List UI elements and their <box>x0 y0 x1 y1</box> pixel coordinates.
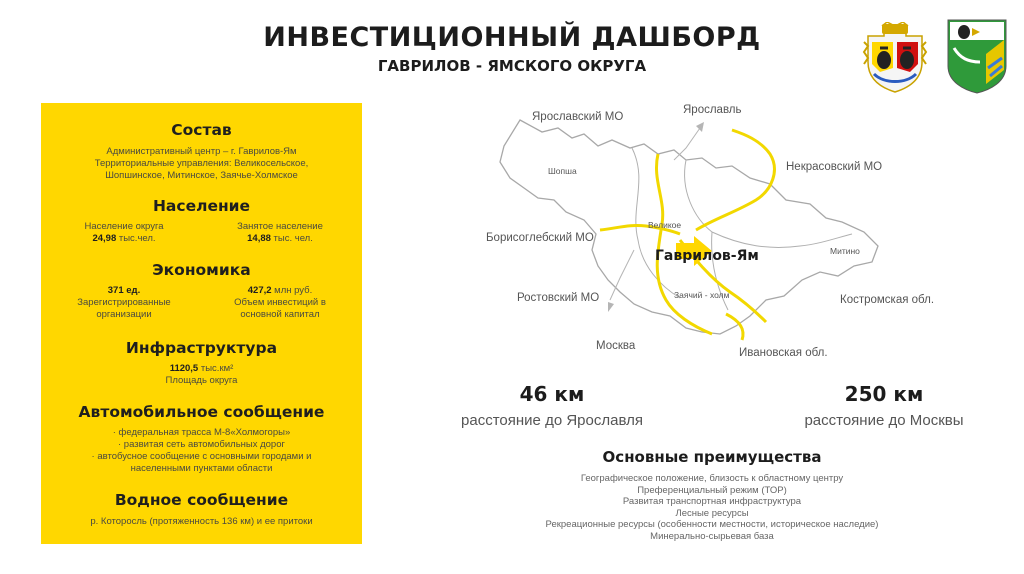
organizations-value: 371 ед. <box>107 285 141 296</box>
population-employed: Занятое население 14,88 тыс. чел. <box>237 221 323 244</box>
investment-value: 427,2 <box>247 285 272 296</box>
stat-moscow-caption: расстояние до Москвы <box>804 412 964 429</box>
area-label: Площадь округа <box>165 375 238 386</box>
population-total: Население округа 24,98 тыс.чел. <box>84 221 164 244</box>
registered-organizations: 371 ед. Зарегистрированные организации <box>77 285 171 320</box>
population-total-value: 24,98 <box>92 233 117 244</box>
map-label-mitino: Митино <box>830 246 860 256</box>
composition-section <box>41 121 362 182</box>
advantage-item: Лесные ресурсы <box>675 507 749 519</box>
auto-item: · федеральная трасса М-8«Холмогоры» <box>112 427 291 438</box>
auto-section <box>41 403 362 475</box>
map-label-ivanovo: Ивановская обл. <box>739 347 828 359</box>
advantage-item: Географическое положение, близость к областному центру <box>580 473 844 484</box>
area-value: 1120,5 <box>169 363 199 374</box>
district-map <box>480 100 960 370</box>
gavrilov-yam-coat-of-arms-icon <box>946 18 1008 94</box>
map-label-gavrilov-yam: Гаврилов-Ям <box>655 248 759 264</box>
infrastructure-section: Инфраструктура 1120,5 тыс.км² Площадь округа <box>41 339 362 387</box>
map-label-zayachy-holm: Заячий - холм <box>674 290 730 300</box>
auto-item: · развитая сеть автомобильных дорог <box>118 439 285 450</box>
stat-yaroslavl <box>437 382 667 429</box>
map-label-nekrasovsky-mo: Некрасовский МО <box>786 161 883 173</box>
stat-yaroslavl-caption: расстояние до Ярославля <box>461 412 643 429</box>
advantage-item: Рекреационные ресурсы (особенности местности, историческое наследие) <box>545 519 879 530</box>
page-title: ИНВЕСТИЦИОННЫЙ ДАШБОРД <box>263 22 761 53</box>
composition-line1: Административный центр – г. Гаврилов-Ям <box>106 146 297 157</box>
advantage-item: Минерально-сырьевая база <box>650 530 774 542</box>
yaroslavl-oblast-coat-of-arms-icon <box>860 22 930 94</box>
water-section <box>41 491 362 528</box>
composition-line2: Территориальные управления: Великосельское, <box>94 158 309 169</box>
water-text: р. Которосль (протяженность 136 км) и ее притоки <box>90 516 313 527</box>
composition-title: Состав <box>171 121 232 139</box>
stat-moscow-value: 250 км <box>844 382 924 406</box>
stat-moscow <box>769 382 999 429</box>
auto-item: населенными пунктами области <box>130 463 273 474</box>
map-label-yaroslavsky-mo: Ярославский МО <box>532 111 624 123</box>
composition-line3: Шопшинское, Митинское, Заячье-Холмское <box>105 170 298 181</box>
population-employed-value: 14,88 <box>247 233 271 244</box>
map-label-yaroslavl: Ярославль <box>683 104 742 116</box>
auto-title: Автомобильное сообщение <box>78 403 325 421</box>
population-title: Население <box>152 197 251 215</box>
population-section <box>41 197 362 247</box>
advantage-item: Развитая транспортная инфраструктура <box>622 496 802 507</box>
map-label-borisoglebsky-mo: Борисоглебский МО <box>486 232 594 244</box>
map-label-rostovsky-mo: Ростовский МО <box>517 292 600 304</box>
map-label-moscow: Москва <box>596 340 636 352</box>
investment-volume: 427,2 млн руб. Объем инвестиций в основной капитал <box>234 285 326 320</box>
auto-item: · автобусное сообщение с основными городами и <box>91 451 312 462</box>
advantages-title: Основные преимущества <box>602 448 822 466</box>
economy-section <box>41 261 362 325</box>
advantage-item: Преференциальный режим (ТОР) <box>637 484 787 496</box>
stat-yaroslavl-value: 46 км <box>519 382 585 406</box>
advantages-section <box>430 448 994 542</box>
map-label-kostroma: Костромская обл. <box>840 294 935 306</box>
economy-title: Экономика <box>152 261 251 279</box>
water-title: Водное сообщение <box>114 491 289 509</box>
advantages-list <box>430 473 994 542</box>
map-label-velikoe: Великое <box>648 220 682 230</box>
page-subtitle: ГАВРИЛОВ - ЯМСКОГО ОКРУГА <box>377 57 647 75</box>
map-label-shopsha: Шопша <box>548 166 577 176</box>
info-panel <box>41 103 362 544</box>
infrastructure-title: Инфраструктура <box>125 339 278 357</box>
